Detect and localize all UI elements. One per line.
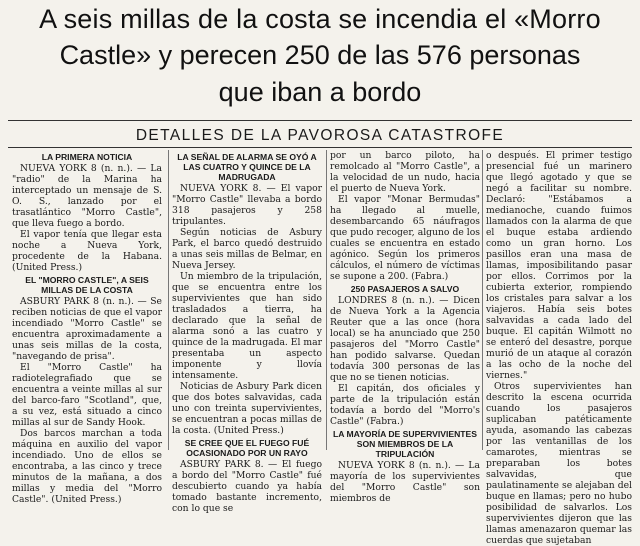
- article-paragraph: Dos barcos marchan a toda máquina en auxilio del vapor incendiado. Uno de ellos se encontraba, a las cinco y trece minutos de la mañana, a dos millas y media del "Morro Castle". (United Press.): [12, 428, 162, 505]
- article-column-2: [172, 150, 322, 514]
- subheadline: DETALLES DE LA PAVOROSA CATASTROFE: [135, 127, 505, 144]
- section-heading: LA PRIMERA NOTICIA: [41, 152, 133, 162]
- section-heading: SE CREE QUE EL FUEGO FUÉ OCASIONADO POR UN RAYO: [184, 438, 310, 458]
- article-paragraph: por un barco piloto, ha remolcado al "Morro Castle", a la velocidad de un nudo, hacia el puerto de Nueva York.: [330, 150, 480, 194]
- headline-line-1: A seis millas de la costa se incendia el «Morro: [39, 4, 601, 34]
- article-paragraph: ASBURY PARK 8. — El fuego a bordo del "Morro Castle" fué descubierto cuando ya había tomado bastante incremento, con lo que se: [172, 459, 322, 514]
- section-heading: 250 PASAJEROS A SALVO: [350, 284, 460, 294]
- column-divider: [326, 150, 327, 450]
- column-divider: [168, 150, 169, 450]
- bottom-rule: [8, 147, 632, 148]
- section-heading: EL "MORRO CASTLE", A SEIS MILLAS DE LA COSTA: [25, 275, 149, 295]
- article-paragraph: El vapor tenía que llegar esta noche a Nueva York, procedente de la Habana. (United Press.): [12, 229, 162, 273]
- article-paragraph: Un miembro de la tripulación, que se encuentra entre los supervivientes que han sido trasladados a tierra, ha declarado que la señal de alarma sonó a las cuatro y quince de la madrugada. El mar presentaba un aspecto imponente y llovía intensamente.: [172, 271, 322, 381]
- article-column-4: [486, 150, 632, 546]
- article-paragraph: Otros supervivientes han descrito la escena ocurrida cuando los pasajeros suplicaban patéticamente ayuda, asomando las cabezas por las ventanillas de los camarotes, mientras se preparaban los botes salvavidas, que paulatinamente se alejaban del buque en llamas; pero no hubo posibilidad de salvarlos. Los supervivientes dijeron que las llamas amenazaron quemar las cuerdas que sujetaban: [486, 381, 632, 546]
- article-paragraph: ASBURY PARK 8 (n. n.). — Se reciben noticias de que el vapor incendiado "Morro Castle" se encuentra aproximadamente a unas seis millas de la costa, "navegando de prisa".: [12, 296, 162, 362]
- article-paragraph: Según noticias de Asbury Park, el barco quedó destruido a unas seis millas de Belmar, en Nueva Jersey.: [172, 227, 322, 271]
- article-paragraph: Noticias de Asbury Park dicen que dos botes salvavidas, cada uno con treinta supervivientes, se encuentran a pocas millas de la costa. (United Press.): [172, 381, 322, 436]
- article-paragraph: NUEVA YORK 8 (n. n.). — La "radio" de la Marina ha interceptado un mensaje de S. O. S., lanzado por el trasatlántico "Morro Castle", que lleva fuego a bordo.: [12, 163, 162, 229]
- section-heading: LA MAYORÍA DE SUPERVIVIENTES SON MIEMBROS DE LA TRIPULACIÓN: [332, 429, 478, 459]
- section-heading: LA SEÑAL DE ALARMA SE OYÓ A LAS CUATRO Y QUINCE DE LA MADRUGADA: [177, 152, 317, 182]
- article-paragraph: NUEVA YORK 8. — El vapor "Morro Castle" llevaba a bordo 318 pasajeros y 258 tripulantes.: [172, 183, 322, 227]
- article-paragraph: El "Morro Castle" ha radiotelegrafiado que se encuentra a veinte millas al sur del barco-faro "Scotland", que, a su vez, está situado a cinco millas al sur de Sandy Hook.: [12, 362, 162, 428]
- headline-line-3: que iban a bordo: [218, 77, 422, 107]
- column-divider: [482, 150, 483, 450]
- top-rule: [8, 120, 632, 121]
- article-paragraph: LONDRES 8 (n. n.). — Dicen de Nueva York a la Agencia Reuter que a las once (hora local) se ha anunciado que 250 pasajeros del "Morro Castle" han podido salvarse. Quedan todavía 300 personas de las que no se tienen noticias.: [330, 295, 480, 383]
- article-paragraph: o después. El primer testigo presencial fué un marinero que llegó agotado y que se negó a facilitar su nombre. Declaró: "Estábamos a medianoche, cuando fuimos llamados con la alarma de que el buque estaba ardiendo como un gran horno. Los pasillos eran una masa de llamas, imposibilitando pasar por ellos. Corrimos por la cubierta exterior, rompiendo los cristales para salvar a los viajeros. Había seis botes salvavidas a cada lado del buque. El capitán Wilmott no se enteró del desastre, porque murió de un ataque al corazón a las ocho de la noche del viernes.": [486, 150, 632, 381]
- article-column-3: [330, 150, 480, 504]
- article-paragraph: El capitán, dos oficiales y parte de la tripulación están todavía a bordo del "Morro's Castle" (Fabra.): [330, 383, 480, 427]
- headline-line-2: Castle» y perecen 250 de las 576 personas: [59, 40, 581, 70]
- article-paragraph: NUEVA YORK 8 (n. n.). — La mayoría de los supervivientes del "Morro Castle" son miembros de: [330, 460, 480, 504]
- article-paragraph: El vapor "Monar Bermudas" ha llegado al muelle, desembarcando 65 náufragos que pudo recoger, alguno de los cuales se encuentra en estado agónico. Según los primeros cálculos, el número de víctimas se supone a 200. (Fabra.): [330, 194, 480, 282]
- article-column-1: [12, 150, 162, 505]
